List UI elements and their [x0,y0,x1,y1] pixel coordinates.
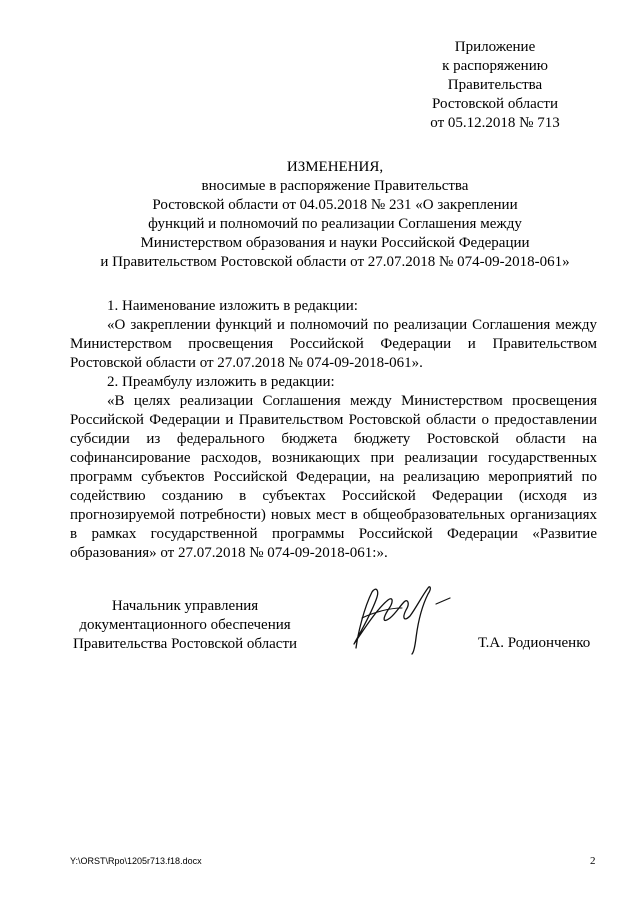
handwritten-signature [338,578,458,658]
document-title [70,158,600,272]
item-1-text: «О закреплении функций и полномочий по реализации Соглашения между Министерством просвещения Российской Федерации и Правительством Ростовской области от 27.07.2018 № 074-09-2018-061». [70,317,597,371]
document-body [70,297,597,563]
appendix-line: Правительства [447,77,543,93]
signer-name: Т.А. Родионченко [478,635,591,651]
title-heading: ИЗМЕНЕНИЯ, [286,159,384,175]
position-line: Начальник управления [111,598,259,614]
appendix-line: Приложение [454,39,536,55]
title-line: функций и полномочий по реализации Соглашения между [148,216,522,232]
page-number: 2 [590,855,596,867]
position-line: Правительства Ростовской области [72,636,298,652]
item-2-heading: 2. Преамбулу изложить в редакции: [107,374,335,390]
appendix-line: Ростовской области [432,96,558,112]
file-path: Y:\ORST\Rpo\1205r713.f18.docx [70,856,202,866]
appendix-line: к распоряжению [442,58,548,74]
title-line: и Правительством Ростовской области от 27.07.2018 № 074-09-2018-061» [100,254,570,270]
item-1-heading: 1. Наименование изложить в редакции: [107,298,358,314]
title-line: Министерством образования и науки Российской Федерации [140,235,530,251]
position-line: документационного обеспечения [79,617,291,633]
appendix-header [400,38,590,133]
title-line: вносимые в распоряжение Правительства [201,178,469,194]
signatory-position [70,597,300,654]
title-line: Ростовской области от 04.05.2018 № 231 «О закреплении [152,197,518,213]
item-2-text: «В целях реализации Соглашения между Министерством просвещения Российской Федерации и Правительством Ростовской области о предоставлении субсидии из федерального бюджета бюджету Ростовской области на софинансирование расходов, возникающих при реализации государственных программ субъектов Российской Федерации, на реализацию мероприятий по содействию созданию в субъектах Российской Федерации (исходя из прогнозируемой потребности) новых мест в общеобразовательных организациях в рамках государственной программы Российской Федерации «Развитие образования» от 27.07.2018 № 074-09-2018-061:». [70,393,597,561]
appendix-line: от 05.12.2018 № 713 [430,115,560,131]
